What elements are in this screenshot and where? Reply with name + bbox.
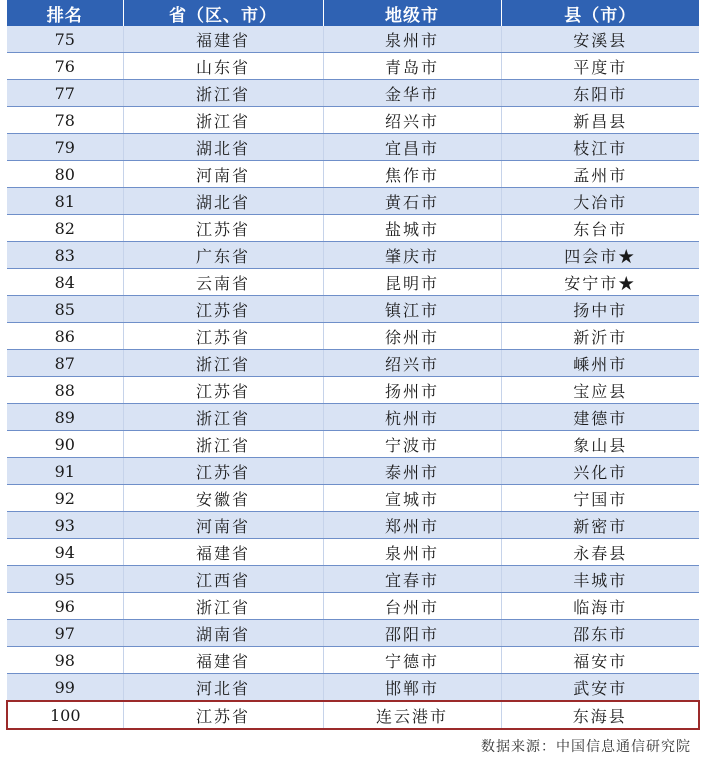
cell-county: 孟州市 [501,161,699,188]
cell-province: 湖南省 [123,620,323,647]
cell-city: 泰州市 [323,458,501,485]
data-source-note: 数据来源：中国信息通信研究院 [481,739,691,755]
table-row [7,458,699,485]
table-row [7,80,699,107]
cell-rank: 91 [7,458,123,485]
cell-city: 黄石市 [323,188,501,215]
cell-rank: 82 [7,215,123,242]
cell-county: 宝应县 [501,377,699,404]
cell-county: 武安市 [501,674,699,702]
cell-rank: 95 [7,566,123,593]
cell-rank: 89 [7,404,123,431]
cell-county: 丰城市 [501,566,699,593]
cell-rank: 77 [7,80,123,107]
cell-county: 新沂市 [501,323,699,350]
cell-county: 嵊州市 [501,350,699,377]
cell-province: 湖北省 [123,188,323,215]
cell-city: 肇庆市 [323,242,501,269]
table-row [7,539,699,566]
cell-province: 浙江省 [123,593,323,620]
cell-city: 昆明市 [323,269,501,296]
cell-city: 盐城市 [323,215,501,242]
cell-county: 东海县 [501,701,699,729]
cell-city: 镇江市 [323,296,501,323]
table-row [7,188,699,215]
cell-province: 江苏省 [123,323,323,350]
cell-rank: 100 [7,701,123,729]
cell-city: 宜昌市 [323,134,501,161]
header-row [7,0,699,26]
cell-rank: 87 [7,350,123,377]
cell-rank: 75 [7,26,123,53]
table-row [7,701,699,729]
cell-county: 建德市 [501,404,699,431]
header-province: 省（区、市） [123,0,323,26]
table-row [7,161,699,188]
cell-rank: 86 [7,323,123,350]
cell-rank: 85 [7,296,123,323]
cell-county: 兴化市 [501,458,699,485]
cell-city: 徐州市 [323,323,501,350]
cell-rank: 90 [7,431,123,458]
cell-city: 扬州市 [323,377,501,404]
cell-province: 河南省 [123,512,323,539]
cell-city: 宜春市 [323,566,501,593]
ranking-table-container [6,0,698,730]
cell-rank: 94 [7,539,123,566]
cell-county: 宁国市 [501,485,699,512]
cell-province: 江苏省 [123,701,323,729]
cell-province: 浙江省 [123,107,323,134]
table-row [7,566,699,593]
cell-rank: 97 [7,620,123,647]
table-row [7,350,699,377]
table-row [7,485,699,512]
cell-county: 安溪县 [501,26,699,53]
cell-county: 永春县 [501,539,699,566]
cell-county: 象山县 [501,431,699,458]
cell-county: 扬中市 [501,296,699,323]
cell-rank: 81 [7,188,123,215]
cell-rank: 93 [7,512,123,539]
cell-rank: 80 [7,161,123,188]
table-row [7,404,699,431]
cell-county: 四会市★ [501,242,699,269]
cell-county: 枝江市 [501,134,699,161]
cell-county: 平度市 [501,53,699,80]
cell-county: 临海市 [501,593,699,620]
cell-county: 东阳市 [501,80,699,107]
cell-province: 安徽省 [123,485,323,512]
cell-city: 绍兴市 [323,107,501,134]
cell-province: 福建省 [123,647,323,674]
cell-county: 福安市 [501,647,699,674]
cell-county: 东台市 [501,215,699,242]
table-row [7,107,699,134]
cell-city: 焦作市 [323,161,501,188]
cell-rank: 79 [7,134,123,161]
cell-city: 泉州市 [323,539,501,566]
cell-county: 大冶市 [501,188,699,215]
cell-city: 泉州市 [323,26,501,53]
cell-province: 福建省 [123,539,323,566]
cell-province: 浙江省 [123,404,323,431]
cell-province: 江苏省 [123,296,323,323]
cell-province: 江苏省 [123,215,323,242]
cell-province: 福建省 [123,26,323,53]
cell-city: 宣城市 [323,485,501,512]
table-row [7,26,699,53]
cell-rank: 96 [7,593,123,620]
cell-city: 宁德市 [323,647,501,674]
cell-city: 宁波市 [323,431,501,458]
cell-rank: 78 [7,107,123,134]
cell-province: 河南省 [123,161,323,188]
table-row [7,512,699,539]
cell-county: 邵东市 [501,620,699,647]
table-row [7,431,699,458]
header-county: 县（市） [501,0,699,26]
table-row [7,269,699,296]
cell-province: 河北省 [123,674,323,702]
table-row [7,53,699,80]
table-row [7,215,699,242]
cell-county: 新昌县 [501,107,699,134]
cell-rank: 99 [7,674,123,702]
cell-rank: 76 [7,53,123,80]
table-row [7,377,699,404]
cell-rank: 88 [7,377,123,404]
cell-city: 杭州市 [323,404,501,431]
cell-city: 青岛市 [323,53,501,80]
cell-province: 江苏省 [123,377,323,404]
header-rank: 排名 [7,0,123,26]
cell-province: 浙江省 [123,431,323,458]
cell-province: 江西省 [123,566,323,593]
cell-rank: 84 [7,269,123,296]
table-row [7,647,699,674]
table-body [7,26,699,729]
ranking-table [6,0,700,730]
cell-city: 连云港市 [323,701,501,729]
table-row [7,242,699,269]
cell-city: 郑州市 [323,512,501,539]
table-row [7,323,699,350]
cell-province: 山东省 [123,53,323,80]
cell-county: 新密市 [501,512,699,539]
cell-county: 安宁市★ [501,269,699,296]
cell-rank: 92 [7,485,123,512]
cell-rank: 98 [7,647,123,674]
table-row [7,674,699,702]
cell-city: 绍兴市 [323,350,501,377]
cell-province: 湖北省 [123,134,323,161]
header-city: 地级市 [323,0,501,26]
cell-province: 浙江省 [123,80,323,107]
table-header [7,0,699,26]
cell-province: 广东省 [123,242,323,269]
table-row [7,296,699,323]
cell-city: 金华市 [323,80,501,107]
cell-province: 云南省 [123,269,323,296]
cell-rank: 83 [7,242,123,269]
cell-city: 台州市 [323,593,501,620]
cell-province: 江苏省 [123,458,323,485]
cell-province: 浙江省 [123,350,323,377]
table-row [7,620,699,647]
table-row [7,593,699,620]
table-row [7,134,699,161]
cell-city: 邵阳市 [323,620,501,647]
cell-city: 邯郸市 [323,674,501,702]
